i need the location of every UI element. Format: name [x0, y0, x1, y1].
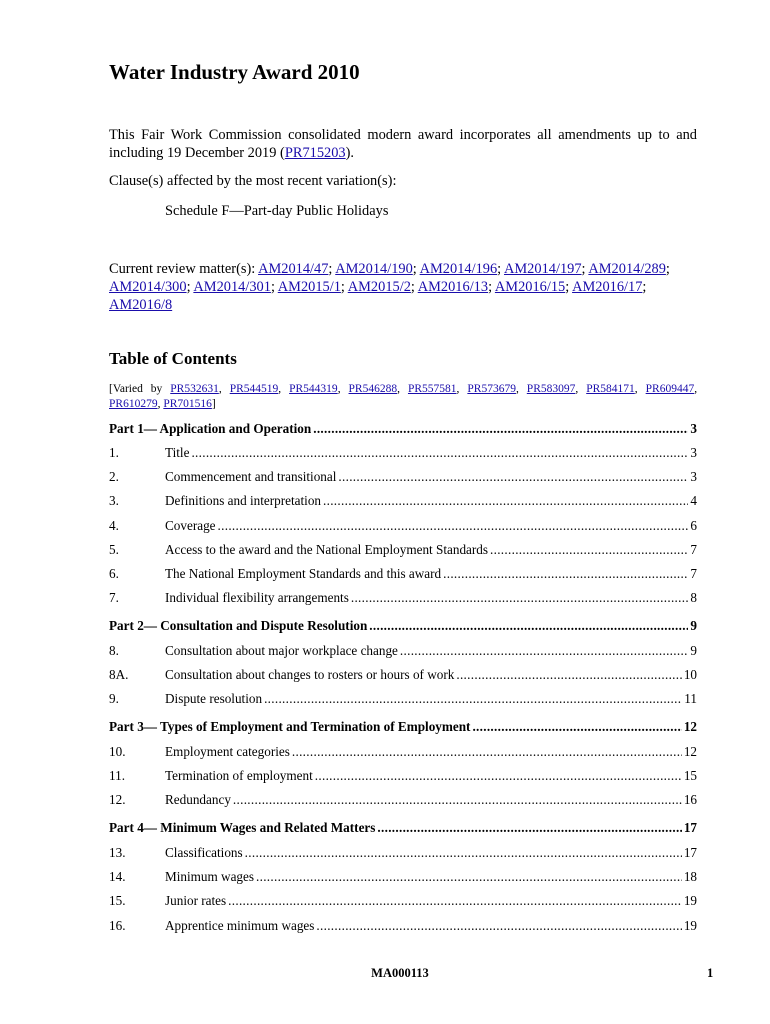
- separator: ;: [488, 279, 495, 295]
- toc-page-number: 11: [684, 691, 697, 706]
- toc-dot-leader: [245, 845, 682, 861]
- toc-entry-label: Termination of employment: [165, 768, 313, 783]
- toc-clause-number: 8A.: [109, 667, 129, 682]
- toc-page-number: 17: [683, 820, 697, 835]
- intro-paragraph: [109, 126, 697, 162]
- toc-page-number: 10: [683, 667, 697, 682]
- toc-page-number: 9: [690, 643, 697, 658]
- toc-page-number: 12: [683, 719, 697, 734]
- toc-entry-label: Access to the award and the National Employment Standards: [165, 542, 489, 557]
- document-title: Water Industry Award 2010: [109, 60, 360, 84]
- review-matter-link[interactable]: AM2016/13: [417, 279, 489, 295]
- toc-page-number: 6: [690, 518, 697, 533]
- toc-entry-label: Part 4— Minimum Wages and Related Matters: [109, 820, 376, 835]
- toc-dot-leader: [292, 744, 682, 760]
- separator: ;: [565, 279, 573, 295]
- toc-entry-label: Redundancy: [165, 792, 231, 807]
- varied-pr-link[interactable]: PR610279: [109, 398, 158, 410]
- toc-part-entry[interactable]: [109, 820, 697, 838]
- toc-clause-entry[interactable]: [109, 542, 697, 560]
- toc-clause-entry[interactable]: [109, 518, 697, 536]
- separator: ,: [218, 383, 230, 395]
- toc-clause-entry[interactable]: [109, 643, 697, 661]
- review-matter-link[interactable]: AM2016/17: [572, 279, 643, 295]
- toc-part-entry[interactable]: [109, 618, 697, 636]
- toc-entry-label: Definitions and interpretation: [165, 493, 322, 508]
- intro-text-before: This Fair Work Commission consolidated modern award incorporates all amendments up to and including 19 December 2019 (: [109, 127, 697, 161]
- toc-clause-number: 7.: [109, 590, 119, 605]
- toc-clause-number: 10.: [109, 744, 126, 759]
- toc-part-entry[interactable]: [109, 421, 697, 439]
- review-matter-link[interactable]: AM2014/289: [588, 261, 666, 277]
- toc-clause-entry[interactable]: [109, 918, 697, 936]
- toc-part-entry[interactable]: [109, 719, 697, 737]
- toc-entry-label: Part 1— Application and Operation: [109, 421, 312, 436]
- toc-clause-number: 15.: [109, 893, 126, 908]
- varied-pr-link[interactable]: PR584171: [586, 383, 635, 395]
- toc-page-number: 12: [683, 744, 697, 759]
- toc-page-number: 19: [683, 918, 697, 933]
- toc-clause-number: 5.: [109, 542, 119, 557]
- toc-dot-leader: [338, 469, 688, 485]
- separator: ;: [497, 261, 504, 277]
- toc-clause-entry[interactable]: [109, 744, 697, 762]
- separator: ,: [456, 383, 468, 395]
- toc-clause-entry[interactable]: [109, 469, 697, 487]
- separator: ;: [410, 279, 418, 295]
- review-matter-link[interactable]: AM2014/190: [335, 261, 413, 277]
- separator: ,: [397, 383, 408, 395]
- toc-page-number: 7: [690, 566, 697, 581]
- toc-clause-number: 13.: [109, 845, 126, 860]
- toc-page-number: 17: [683, 845, 697, 860]
- toc-clause-entry[interactable]: [109, 792, 697, 810]
- review-matter-link[interactable]: AM2015/2: [347, 279, 411, 295]
- varied-pr-link[interactable]: PR557581: [407, 383, 457, 395]
- toc-entry-label: Minimum wages: [165, 869, 255, 884]
- footer-page-number: 1: [707, 966, 714, 980]
- varied-pr-link[interactable]: PR544319: [289, 383, 338, 395]
- separator: ;: [581, 261, 589, 277]
- toc-dot-leader: [400, 643, 688, 659]
- review-matter-link[interactable]: AM2016/15: [494, 279, 566, 295]
- toc-entry-label: Consultation about changes to rosters or hours of work: [165, 667, 455, 682]
- toc-clause-entry[interactable]: [109, 566, 697, 584]
- toc-page-number: 8: [690, 590, 697, 605]
- review-matters: [109, 260, 697, 314]
- toc-dot-leader: [191, 445, 688, 461]
- toc-entry-label: Coverage: [165, 518, 216, 533]
- schedule-affected: Schedule F—Part-day Public Holidays: [165, 203, 389, 219]
- toc-clause-number: 16.: [109, 918, 126, 933]
- toc-dot-leader: [472, 719, 681, 735]
- varied-prefix: [Varied by: [109, 383, 171, 395]
- toc-dot-leader: [456, 667, 681, 683]
- varied-pr-link[interactable]: PR532631: [170, 383, 219, 395]
- intro-text-after: ).: [345, 145, 355, 161]
- toc-dot-leader: [443, 566, 688, 582]
- toc-dot-leader: [218, 518, 689, 534]
- varied-pr-link[interactable]: PR544519: [229, 383, 279, 395]
- toc-clause-entry[interactable]: [109, 667, 697, 685]
- review-matter-link[interactable]: AM2014/196: [419, 261, 498, 277]
- toc-clause-number: 8.: [109, 643, 119, 658]
- separator: ;: [665, 261, 670, 277]
- toc-clause-entry[interactable]: [109, 845, 697, 863]
- toc-clause-number: 6.: [109, 566, 119, 581]
- toc-entry-label: Apprentice minimum wages: [165, 918, 315, 933]
- toc-clause-entry[interactable]: [109, 445, 697, 463]
- separator: ,: [157, 398, 164, 410]
- separator: ;: [186, 279, 194, 295]
- toc-clause-number: 2.: [109, 469, 119, 484]
- review-matter-link[interactable]: AM2014/47: [258, 261, 329, 277]
- separator: ;: [412, 261, 420, 277]
- review-matter-link[interactable]: AM2014/300: [109, 279, 187, 295]
- toc-entry-label: The National Employment Standards and this award: [165, 566, 442, 581]
- varied-links: [109, 383, 697, 410]
- toc-entry-label: Part 3— Types of Employment and Termination of Employment: [109, 719, 471, 734]
- toc-dot-leader: [377, 820, 681, 836]
- toc-dot-leader: [316, 918, 681, 934]
- separator: ,: [634, 383, 646, 395]
- toc-dot-leader: [228, 893, 682, 909]
- separator: ;: [340, 279, 348, 295]
- toc-entry-label: Individual flexibility arrangements: [165, 590, 349, 605]
- separator: ,: [515, 383, 527, 395]
- toc-entry-label: Part 2— Consultation and Dispute Resolution: [109, 618, 368, 633]
- toc-dot-leader: [315, 768, 682, 784]
- toc-entry-label: Dispute resolution: [165, 691, 263, 706]
- toc-dot-leader: [351, 590, 689, 606]
- toc-dot-leader: [264, 691, 682, 707]
- separator: ;: [328, 261, 336, 277]
- intro-pr-link[interactable]: PR715203: [284, 145, 346, 161]
- separator: ,: [278, 383, 290, 395]
- toc-page-number: 3: [690, 469, 697, 484]
- toc-clause-number: 12.: [109, 792, 126, 807]
- varied-pr-link[interactable]: PR609447: [645, 383, 695, 395]
- toc-clause-entry[interactable]: [109, 893, 697, 911]
- toc-page-number: 7: [690, 542, 697, 557]
- separator: ;: [642, 279, 647, 295]
- toc-clause-number: 4.: [109, 518, 119, 533]
- toc-dot-leader: [313, 421, 688, 437]
- toc-dot-leader: [256, 869, 682, 885]
- clauses-affected-label: Clause(s) affected by the most recent variation(s):: [109, 173, 397, 189]
- toc-page-number: 18: [683, 869, 697, 884]
- varied-pr-link[interactable]: PR573679: [467, 383, 516, 395]
- toc-clause-entry[interactable]: [109, 691, 697, 709]
- toc-page-number: 3: [690, 421, 697, 436]
- toc-clause-number: 14.: [109, 869, 126, 884]
- separator: ,: [575, 383, 587, 395]
- toc-clause-entry[interactable]: [109, 493, 697, 511]
- separator: ,: [337, 383, 349, 395]
- toc-entry-label: Employment categories: [165, 744, 290, 759]
- toc-dot-leader: [323, 493, 688, 509]
- footer-award-code: MA000113: [371, 966, 429, 980]
- toc-entry-label: Classifications: [165, 845, 243, 860]
- review-matter-link[interactable]: AM2014/197: [503, 261, 582, 277]
- toc-page-number: 19: [683, 893, 697, 908]
- toc-page-number: 4: [690, 493, 697, 508]
- toc-dot-leader: [369, 618, 688, 634]
- varied-pr-link[interactable]: PR583097: [526, 383, 576, 395]
- toc-heading: Table of Contents: [109, 349, 237, 368]
- toc-clause-number: 9.: [109, 691, 119, 706]
- varied-pr-link[interactable]: PR701516: [163, 398, 212, 410]
- toc-clause-entry[interactable]: [109, 768, 697, 786]
- toc-entry-label: Title: [165, 445, 190, 460]
- varied-pr-link[interactable]: PR546288: [348, 383, 398, 395]
- toc-page-number: 15: [683, 768, 697, 783]
- varied-suffix: ]: [211, 398, 216, 410]
- toc-clause-entry[interactable]: [109, 590, 697, 608]
- toc-page-number: 3: [690, 445, 697, 460]
- toc-entry-label: Commencement and transitional: [165, 469, 337, 484]
- toc-entry-label: Consultation about major workplace change: [165, 643, 398, 658]
- toc-dot-leader: [490, 542, 688, 558]
- varied-by-note: [109, 382, 697, 412]
- toc-page-number: 9: [690, 618, 697, 633]
- toc-dot-leader: [233, 792, 682, 808]
- toc-clause-entry[interactable]: [109, 869, 697, 887]
- separator: ;: [270, 279, 278, 295]
- toc-page-number: 16: [683, 792, 697, 807]
- toc-clause-number: 11.: [109, 768, 125, 783]
- review-matter-link[interactable]: AM2015/1: [277, 279, 341, 295]
- review-matter-link[interactable]: AM2014/301: [193, 279, 271, 295]
- review-label: Current review matter(s):: [109, 261, 259, 277]
- review-matter-link[interactable]: AM2016/8: [109, 297, 173, 313]
- toc-entry-label: Junior rates: [165, 893, 227, 908]
- toc-clause-number: 3.: [109, 493, 119, 508]
- toc-clause-number: 1.: [109, 445, 119, 460]
- separator: ,: [694, 383, 698, 395]
